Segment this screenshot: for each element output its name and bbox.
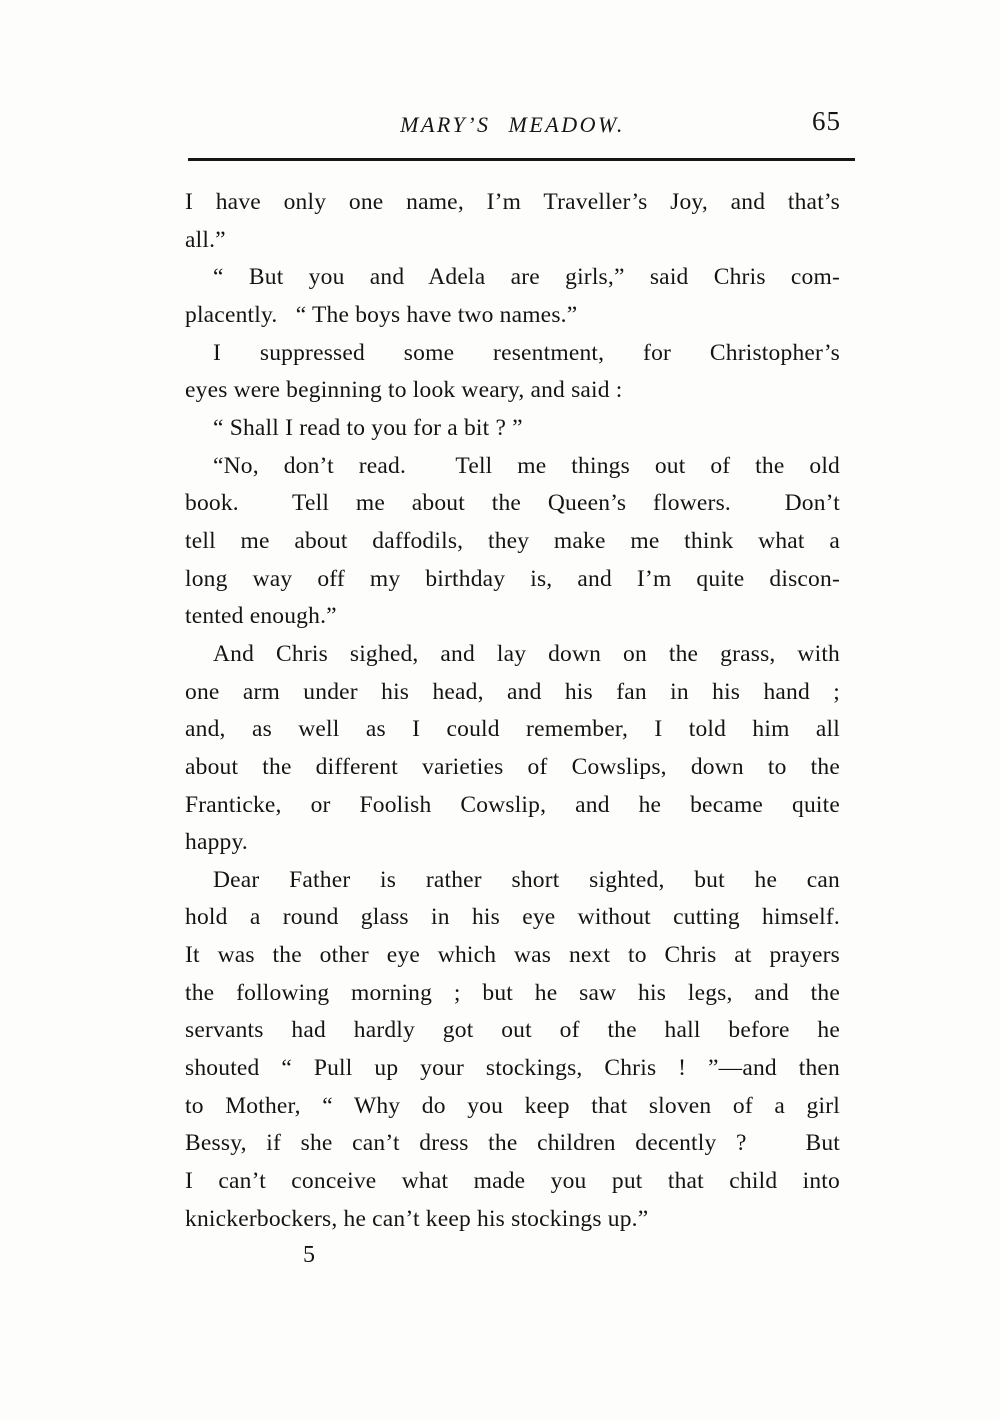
paragraph <box>185 259 840 334</box>
paragraph <box>185 636 840 862</box>
text-line: one arm under his head, and his fan in his hand ; <box>185 678 840 705</box>
text-line: And Chris sighed, and lay down on the grass, with <box>213 640 840 667</box>
text-line: I can’t conceive what made you put that child into <box>185 1168 840 1195</box>
signature-mark: 5 <box>303 1242 315 1268</box>
text-line: and, as well as I could remember, I told him all <box>185 716 840 743</box>
text-line: servants had hardly got out of the hall before he <box>185 1017 840 1044</box>
text-line: Franticke, or Foolish Cowslip, and he became quite <box>185 791 840 818</box>
text-line: “ Shall I read to you for a bit ? ” <box>213 414 523 441</box>
paragraph <box>185 448 840 636</box>
text-line: placently. “ The boys have two names.” <box>185 301 578 328</box>
text-line: happy. <box>185 829 248 856</box>
text-line: hold a round glass in his eye without cutting himself. <box>185 904 840 931</box>
running-title: MARY’S MEADOW. <box>400 112 625 137</box>
paragraph <box>185 862 840 1239</box>
text-line: “No, don’t read. Tell me things out of the old <box>213 452 840 479</box>
text-line: eyes were beginning to look weary, and said : <box>185 377 623 404</box>
text-line: tell me about daffodils, they make me think what a <box>185 527 840 554</box>
body-text <box>185 184 840 1238</box>
paragraph <box>185 184 840 259</box>
header-rule <box>188 158 855 161</box>
text-line: I suppressed some resentment, for Christopher’s <box>213 339 840 366</box>
text-line: all.” <box>185 226 226 253</box>
text-line: to Mother, “ Why do you keep that sloven of a girl <box>185 1092 840 1119</box>
text-line: book. Tell me about the Queen’s flowers. Don’t <box>185 490 840 517</box>
paragraph <box>185 410 840 448</box>
page-number: 65 <box>812 106 841 136</box>
text-line: long way off my birthday is, and I’m quite discon- <box>185 565 840 592</box>
text-line: I have only one name, I’m Traveller’s Joy, and that’s <box>185 189 840 215</box>
text-line: Dear Father is rather short sighted, but he can <box>213 866 840 893</box>
text-line: about the different varieties of Cowslips, down to the <box>185 753 840 780</box>
text-line: tented enough.” <box>185 603 337 630</box>
text-line: It was the other eye which was next to Chris at prayers <box>185 942 840 969</box>
text-line: the following morning ; but he saw his legs, and the <box>185 979 840 1006</box>
paragraph <box>185 335 840 410</box>
page-header <box>185 106 841 152</box>
text-line: shouted “ Pull up your stockings, Chris ! ”—and then <box>185 1055 840 1082</box>
text-line: Bessy, if she can’t dress the children decently ? But <box>185 1130 840 1157</box>
text-line: “ But you and Adela are girls,” said Chris com- <box>213 264 840 291</box>
text-line: knickerbockers, he can’t keep his stockings up.” <box>185 1205 649 1232</box>
